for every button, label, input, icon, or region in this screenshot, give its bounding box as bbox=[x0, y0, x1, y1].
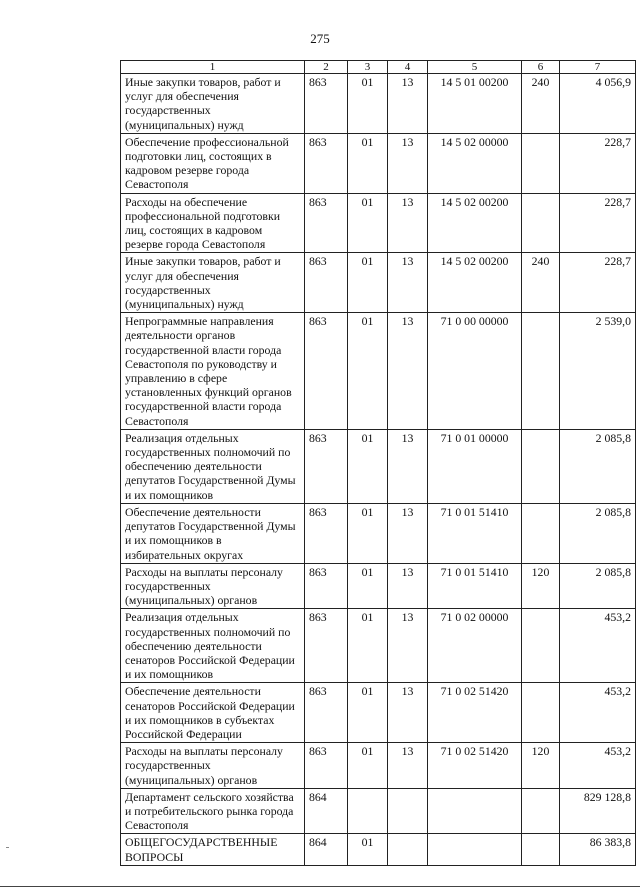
item-name: Расходы на выплаты персоналу государственных (муниципальных) органов bbox=[121, 743, 305, 789]
department-code: 863 bbox=[305, 503, 348, 563]
table-row bbox=[121, 503, 636, 563]
item-name: Обеспечение деятельности депутатов Государственной Думы и их помощников в избирательных округах bbox=[121, 503, 305, 563]
subsection-code bbox=[388, 834, 428, 865]
item-name: Реализация отдельных государственных полномочий по обеспечению деятельности сенаторов Российской Федерации и их помощников bbox=[121, 609, 305, 683]
amount: 228,7 bbox=[560, 253, 636, 313]
department-code: 863 bbox=[305, 683, 348, 743]
amount: 2 085,8 bbox=[560, 563, 636, 609]
section-code: 01 bbox=[348, 133, 388, 193]
department-code: 863 bbox=[305, 74, 348, 134]
subsection-code: 13 bbox=[388, 313, 428, 430]
expense-type bbox=[522, 788, 560, 834]
margin-mark bbox=[6, 847, 9, 848]
target-article: 14 5 02 00000 bbox=[428, 133, 522, 193]
page-number: 275 bbox=[310, 31, 330, 46]
expense-type: 120 bbox=[522, 563, 560, 609]
column-header: 4 bbox=[388, 61, 428, 74]
amount: 86 383,8 bbox=[560, 834, 636, 865]
section-code: 01 bbox=[348, 834, 388, 865]
target-article: 14 5 02 00200 bbox=[428, 253, 522, 313]
expense-type bbox=[522, 609, 560, 683]
table-row bbox=[121, 743, 636, 789]
department-code: 863 bbox=[305, 313, 348, 430]
amount: 453,2 bbox=[560, 743, 636, 789]
section-code: 01 bbox=[348, 193, 388, 253]
table-row bbox=[121, 683, 636, 743]
expense-type bbox=[522, 503, 560, 563]
budget-table bbox=[120, 60, 636, 866]
column-header: 6 bbox=[522, 61, 560, 74]
item-name: Обеспечение деятельности сенаторов Российской Федерации и их помощников в субъектах Российской Федерации bbox=[121, 683, 305, 743]
target-article: 71 0 01 51410 bbox=[428, 563, 522, 609]
subsection-code: 13 bbox=[388, 503, 428, 563]
subsection-code: 13 bbox=[388, 74, 428, 134]
subsection-code: 13 bbox=[388, 429, 428, 503]
section-code: 01 bbox=[348, 313, 388, 430]
target-article: 71 0 00 00000 bbox=[428, 313, 522, 430]
amount: 4 056,9 bbox=[560, 74, 636, 134]
amount: 2 085,8 bbox=[560, 503, 636, 563]
table-row bbox=[121, 788, 636, 834]
subsection-code: 13 bbox=[388, 133, 428, 193]
column-header: 2 bbox=[305, 61, 348, 74]
page-bottom-rule bbox=[0, 886, 640, 887]
section-code: 01 bbox=[348, 503, 388, 563]
expense-type: 240 bbox=[522, 253, 560, 313]
column-header: 1 bbox=[121, 61, 305, 74]
subsection-code bbox=[388, 788, 428, 834]
table-row bbox=[121, 429, 636, 503]
table-row bbox=[121, 74, 636, 134]
section-code: 01 bbox=[348, 429, 388, 503]
section-code: 01 bbox=[348, 563, 388, 609]
department-code: 863 bbox=[305, 253, 348, 313]
header-row bbox=[121, 61, 636, 74]
department-code: 864 bbox=[305, 788, 348, 834]
expense-type bbox=[522, 683, 560, 743]
expense-type bbox=[522, 429, 560, 503]
expense-type: 240 bbox=[522, 74, 560, 134]
section-code: 01 bbox=[348, 253, 388, 313]
target-article: 71 0 02 51420 bbox=[428, 743, 522, 789]
section-code bbox=[348, 788, 388, 834]
table-row bbox=[121, 609, 636, 683]
expense-type bbox=[522, 193, 560, 253]
item-name: Реализация отдельных государственных полномочий по обеспечению деятельности депутатов Государственной Думы и их помощников bbox=[121, 429, 305, 503]
target-article: 71 0 01 51410 bbox=[428, 503, 522, 563]
item-name: Расходы на выплаты персоналу государственных (муниципальных) органов bbox=[121, 563, 305, 609]
section-code: 01 bbox=[348, 683, 388, 743]
item-name: Обеспечение профессиональной подготовки лиц, состоящих в кадровом резерве города Севастополя bbox=[121, 133, 305, 193]
department-code: 863 bbox=[305, 429, 348, 503]
table-row bbox=[121, 193, 636, 253]
item-name: Расходы на обеспечение профессиональной подготовки лиц, состоящих в кадровом резерве города Севастополя bbox=[121, 193, 305, 253]
item-name: Непрограммные направления деятельности органов государственной власти города Севастополя по руководству и управлению в сфере установленных функций органов государственной власти города Севастополя bbox=[121, 313, 305, 430]
subsection-code: 13 bbox=[388, 683, 428, 743]
column-header: 7 bbox=[560, 61, 636, 74]
section-code: 01 bbox=[348, 74, 388, 134]
amount: 228,7 bbox=[560, 193, 636, 253]
expense-type bbox=[522, 313, 560, 430]
item-name: ОБЩЕГОСУДАРСТВЕННЫЕ ВОПРОСЫ bbox=[121, 834, 305, 865]
item-name: Иные закупки товаров, работ и услуг для обеспечения государственных (муниципальных) нужд bbox=[121, 74, 305, 134]
amount: 2 539,0 bbox=[560, 313, 636, 430]
department-code: 863 bbox=[305, 193, 348, 253]
expense-type: 120 bbox=[522, 743, 560, 789]
amount: 453,2 bbox=[560, 609, 636, 683]
table-row bbox=[121, 253, 636, 313]
subsection-code: 13 bbox=[388, 563, 428, 609]
amount: 2 085,8 bbox=[560, 429, 636, 503]
item-name: Департамент сельского хозяйства и потребительского рынка города Севастополя bbox=[121, 788, 305, 834]
column-header: 5 bbox=[428, 61, 522, 74]
department-code: 863 bbox=[305, 743, 348, 789]
amount: 829 128,8 bbox=[560, 788, 636, 834]
table-row bbox=[121, 133, 636, 193]
subsection-code: 13 bbox=[388, 743, 428, 789]
department-code: 864 bbox=[305, 834, 348, 865]
table-row bbox=[121, 563, 636, 609]
target-article: 71 0 02 00000 bbox=[428, 609, 522, 683]
subsection-code: 13 bbox=[388, 253, 428, 313]
table-row bbox=[121, 313, 636, 430]
target-article: 14 5 02 00200 bbox=[428, 193, 522, 253]
target-article: 71 0 01 00000 bbox=[428, 429, 522, 503]
department-code: 863 bbox=[305, 563, 348, 609]
column-header: 3 bbox=[348, 61, 388, 74]
section-code: 01 bbox=[348, 609, 388, 683]
target-article: 14 5 01 00200 bbox=[428, 74, 522, 134]
target-article bbox=[428, 788, 522, 834]
amount: 453,2 bbox=[560, 683, 636, 743]
item-name: Иные закупки товаров, работ и услуг для обеспечения государственных (муниципальных) нужд bbox=[121, 253, 305, 313]
amount: 228,7 bbox=[560, 133, 636, 193]
table-row bbox=[121, 834, 636, 865]
expense-type bbox=[522, 834, 560, 865]
department-code: 863 bbox=[305, 133, 348, 193]
subsection-code: 13 bbox=[388, 193, 428, 253]
target-article: 71 0 02 51420 bbox=[428, 683, 522, 743]
section-code: 01 bbox=[348, 743, 388, 789]
department-code: 863 bbox=[305, 609, 348, 683]
subsection-code: 13 bbox=[388, 609, 428, 683]
target-article bbox=[428, 834, 522, 865]
expense-type bbox=[522, 133, 560, 193]
